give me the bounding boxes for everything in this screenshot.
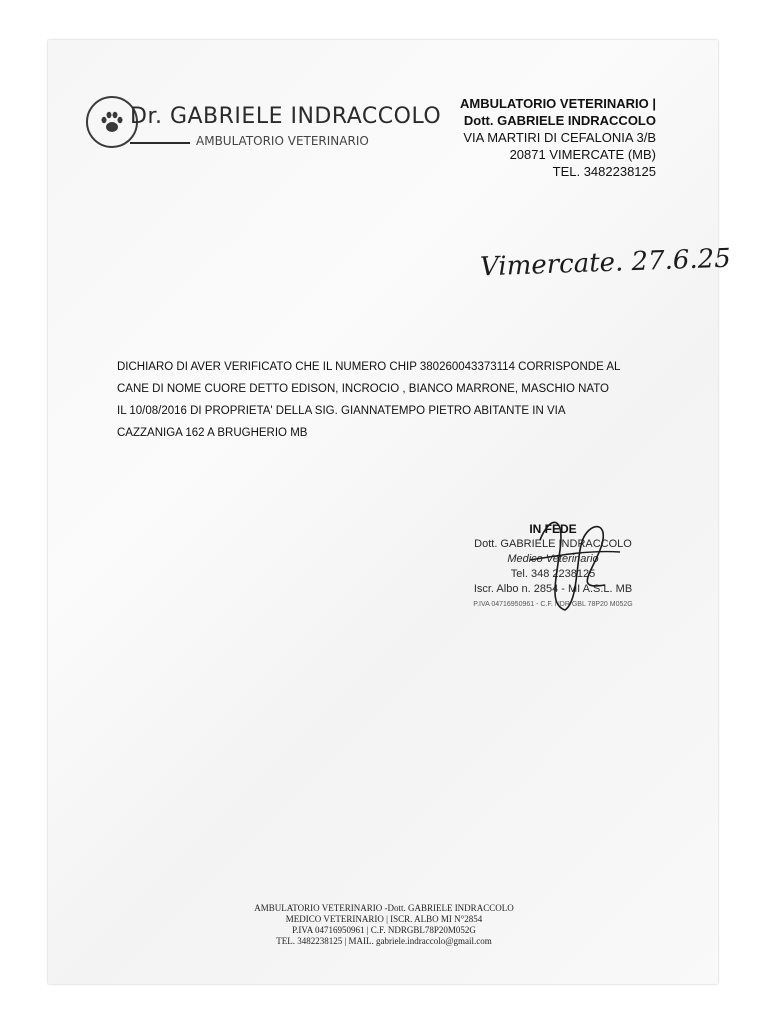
logo-subtitle: AMBULATORIO VETERINARIO [196,134,369,148]
stamp-fiscal: P.IVA 04716950961 - C.F. NDR GBL 78P20 M052G [473,601,633,608]
declaration-line-2: CANE DI NOME CUORE DETTO EDISON, INCROCIO , BIANCO MARRONE, MASCHIO NATO [117,383,609,395]
logo-divider [130,142,190,144]
declaration-line-4: CAZZANIGA 162 A BRUGHERIO MB [117,427,308,439]
stamp-tel: Tel. 348 2238125 [510,568,596,580]
letterhead-line-2: Dott. GABRIELE INDRACCOLO [463,113,656,128]
declaration-line-1: DICHIARO DI AVER VERIFICATO CHE IL NUMERO CHIP 380260043373114 CORRISPONDE AL [117,361,621,373]
handwritten-signature [520,510,630,620]
footer-line-1: AMBULATORIO VETERINARIO -Dott. GABRIELE INDRACCOLO [254,903,514,913]
stamp-name: Dott. GABRIELE INDRACCOLO [474,538,632,550]
handwritten-place-date: Vimercate. 27.6.25 [479,243,732,283]
logo-name: Dr. GABRIELE INDRACCOLO [130,104,442,129]
letterhead-line-3: VIA MARTIRI DI CEFALONIA 3/B [463,130,656,145]
letterhead-line-5: TEL. 3482238125 [552,164,656,179]
footer-line-2: MEDICO VETERINARIO | ISCR. ALBO MI N°2854 [285,914,483,924]
stamp-albo: Iscr. Albo n. 2854 - MI A.S.L. MB [473,583,633,595]
declaration-text [117,356,677,444]
declaration-line-3: IL 10/08/2016 DI PROPRIETA' DELLA SIG. GIANNATEMPO PIETRO ABITANTE IN VIA [117,405,566,417]
footer-line-3: P.IVA 04716950961 | C.F. NDRGBL78P20M052G [292,925,476,935]
footer-line-4: TEL. 3482238125 | MAIL. gabriele.indraccolo@gmail.com [276,936,492,946]
stamp-role: Medico Veterinario [507,553,599,565]
footer-info [0,903,768,947]
letterhead-line-4: 20871 VIMERCATE (MB) [509,147,656,162]
paw-icon [98,108,126,136]
letterhead-line-1: AMBULATORIO VETERINARIO | [460,96,656,111]
in-fede-label: IN FEDE [529,522,577,536]
letterhead-address [460,95,656,180]
